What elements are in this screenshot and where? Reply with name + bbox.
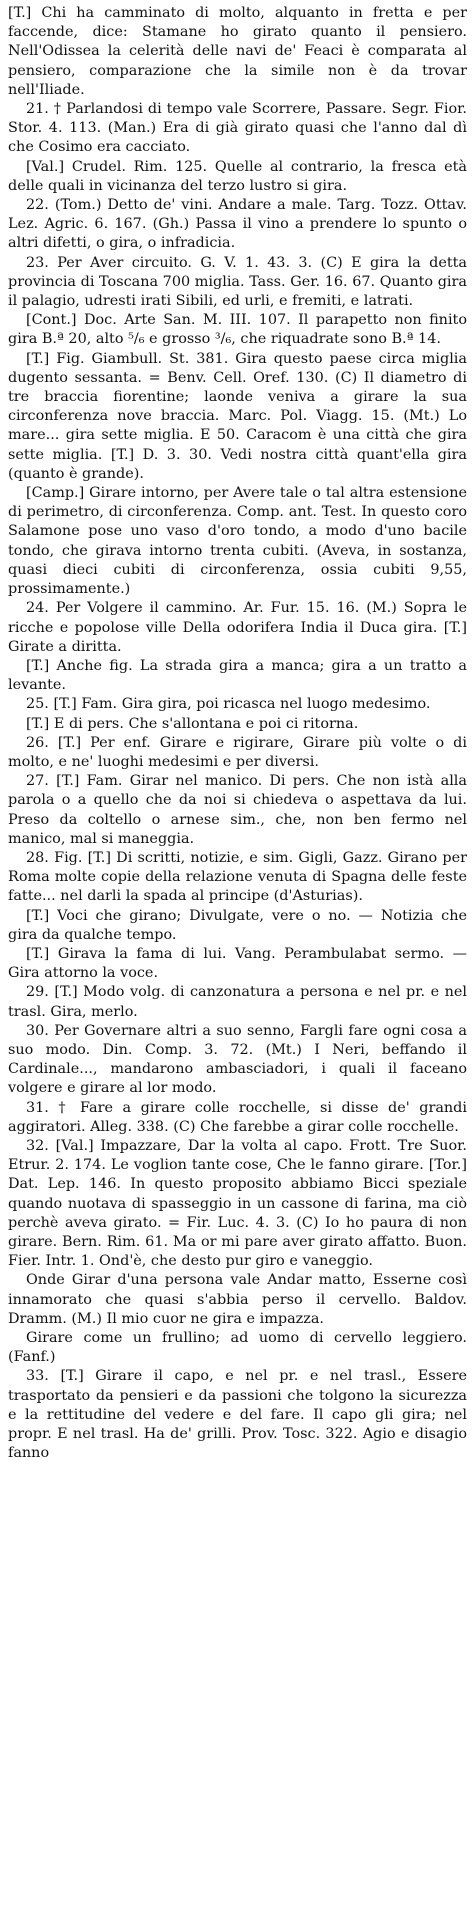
entry-24: 24. Per Volgere il cammino. Ar. Fur. 15. 16. (M.) Sopra le ricche e popolose ville Della odorifera India il Duca gira. [T.] Girate a diritta. [8,600,467,655]
entry-23-fig: [T.] Fig. Giambull. St. 381. Gira questo paese circa miglia dugento sessanta. = Benv. Cell. Oref. 130. (C) Il diametro di tre braccia fiorentine; laonde veniva a girare la sua circonferenza nove braccia. Marc. Pol. Viagg. 15. (Mt.) Lo mare... gira sette miglia. E 50. Caracom è una città che gira sette miglia. [T.] D. 3. 30. Vedi nostra città quant'ella gira (quanto è grande). [8,350,467,482]
entry-25: 25. [T.] Fam. Gira gira, poi ricasca nel luogo medesimo. [26,696,431,713]
entry-21-val: [Val.] Crudel. Rim. 125. Quelle al contrario, la fresca età delle quali in vicinanza del terzo lustro si gira. [8,158,467,194]
entry-31: 31. † Fare a girare colle rocchelle, si disse de' grandi aggiratori. Alleg. 338. (C) Che farebbe a girar colle rocchelle. [8,1099,467,1135]
entry-28-voci: [T.] Voci che girano; Divulgate, vere o no. — Notizia che gira da qualche tempo. [8,907,467,943]
entry-30: 30. Per Governare altri a suo senno, Fargli fare ogni cosa a suo modo. Din. Comp. 3. 72. (Mt.) I Neri, beffando il Cardinale..., mandarono ambasciadori, i quali il faceano volgere e girare al lor modo. [8,1022,467,1097]
entry-29: 29. [T.] Modo volg. di canzonatura a persona e nel pr. e nel trasl. Gira, merlo. [8,984,467,1020]
entry-23-camp: [Camp.] Girare intorno, per Avere tale o tal altra estensione di perimetro, di circonferenza. Comp. ant. Test. In questo coro Salamone pose uno vaso d'oro tondo, a modo d'uno bacile tondo, che girava intorno trenta cubiti. (Aveva, in sostanza, quasi dieci cubiti di circonferenza, ossia cubiti 9,55, prossimamente.) [8,485,467,598]
entry-21: 21. † Parlandosi di tempo vale Scorrere, Passare. Segr. Fior. Stor. 4. 113. (Man.) Era di già girato quasi che l'anno dal dì che Cosimo era cacciato. [8,101,467,156]
entry-33: 33. [T.] Girare il capo, e nel pr. e nel trasl., Essere trasportato da pensieri e da passioni che tolgono la sicurezza e la rettitudine del vedere e del fare. Il capo gli gira; nel propr. E nel trasl. Ha de' grilli. Prov. Tosc. 322. Agio e disagio fanno [8,1368,467,1462]
entry-32: 32. [Val.] Impazzare, Dar la volta al capo. Frott. Tre Suor. Etrur. 2. 174. Le voglion tante cose, Che le fanno girare. [Tor.] Dat. Lep. 146. In questo proposito abbiamo Bicci speziale quando nuotava di spasseggio in un cassone di farina, ma ciò perchè aveva girato. = Fir. Luc. 4. 3. (C) Io ho paura di non girare. Bern. Rim. 61. Ma or mi pare aver girato affatto. Buon. Fier. Intr. 1. Ond'è, che desto pur giro e vaneggio. [8,1137,467,1270]
entry-24-fig: [T.] Anche fig. La strada gira a manca; gira a un tratto a levante. [8,657,467,694]
entry-32-onde: Onde Girar d'una persona vale Andar matto, Esserne così innamorato che quasi s'abbia perso il cervello. Baldov. Dramm. (M.) Il mio cuor ne gira e impazza. [8,1272,467,1327]
entry-28-fama: [T.] Girava la fama di lui. Vang. Perambulabat sermo. — Gira attorno la voce. [8,945,467,982]
dictionary-page [8,4,467,1912]
paragraph-continuation: [T.] Chi ha camminato di molto, alquanto in fretta e per faccende, dice: Stamane ho girato quanto il pensiero. Nell'Odissea la celerità delle navi de' Feaci è comparata al pensiero, comparazione che la simile non è da trovar nell'Iliade. [8,5,467,98]
entry-28: 28. Fig. [T.] Di scritti, notizie, e sim. Gigli, Gazz. Girano per Roma molte copie della relazione venuta di Spagna delle feste fatte... nel darli la spada al principe (d'Asturias). [8,849,467,905]
entry-25-pers: [T.] E di pers. Che s'allontana e poi ci ritorna. [26,715,359,732]
entry-23: 23. Per Aver circuito. G. V. 1. 43. 3. (C) E gira la detta provincia di Toscana 700 miglia. Tass. Ger. 16. 67. Quanto gira il palagio, udresti irati Sibili, ed urli, e fremiti, e latrati. [8,254,467,310]
entry-22: 22. (Tom.) Detto de' vini. Andare a male. Targ. Tozz. Ottav. Lez. Agric. 6. 167. (Gh.) Passa il vino a prendere lo spunto o altri difetti, o gira, o infradicia. [8,197,467,252]
entry-27: 27. [T.] Fam. Girar nel manico. Di pers. Che non istà alla parola o a quello che da noi si chiedeva o aspettava da lui. Preso da coltello o arnese sim., che, non ben fermo nel manico, mal si maneggia. [8,773,467,847]
entry-32-frullino: Girare come un frullino; ad uomo di cervello leggiero. (Fanf.) [8,1330,467,1366]
entry-23-cont: [Cont.] Doc. Arte San. M. III. 107. Il parapetto non finito gira B.ª 20, alto ⁵/₆ e grosso ³/₆, che riquadrate sono B.ª 14. [8,312,467,348]
entry-26: 26. [T.] Per enf. Girare e rigirare, Girare più volte o di molto, e ne' luoghi medesimi e per diversi. [8,734,467,770]
